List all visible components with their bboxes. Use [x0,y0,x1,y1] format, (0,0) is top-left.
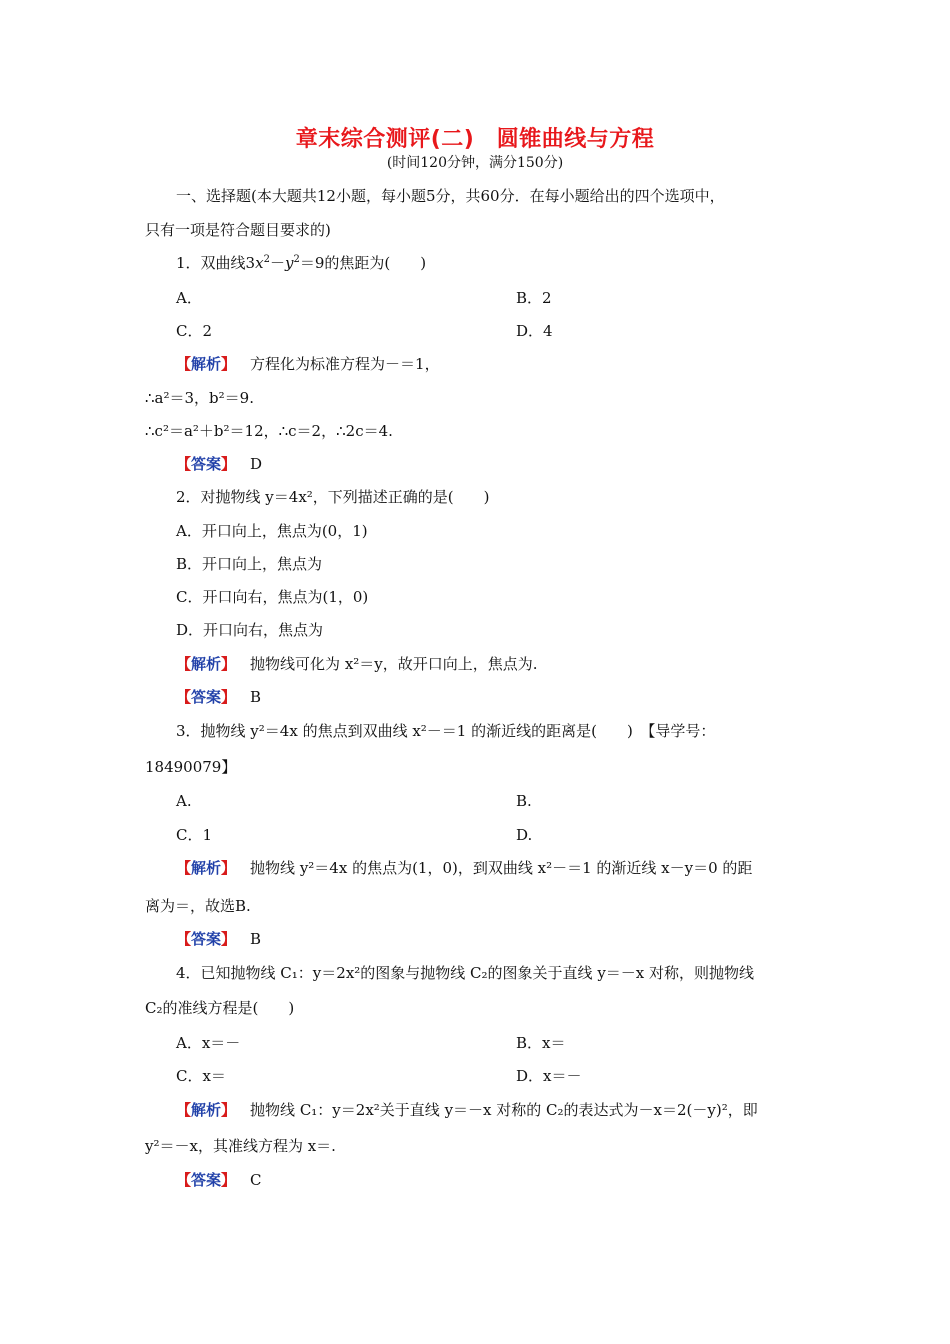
q2-stem: 2．对抛物线 y＝4x²，下列描述正确的是( ) [176,488,490,506]
section-intro-line-2: 只有一项是符合题目要求的) [145,221,331,239]
analysis-tag: 【解析】 [176,355,237,373]
analysis-tag: 【解析】 [176,655,237,673]
q3-answer: 【答案】 B [176,930,262,948]
analysis-tag: 【解析】 [176,859,237,877]
q1-stem: 1．双曲线$3x^2-y^2=9$的焦距为( ) [176,254,427,272]
q4-answer: 【答案】 C [176,1171,262,1189]
q3-stem-line-1: 3．抛物线 y²＝4x 的焦点到双曲线 x²－＝1 的渐近线的距离是( ) 【导学号： [176,722,716,740]
q3-option-d: D. [516,826,533,844]
answer-tag: 【答案】 [176,930,237,948]
q2-option-c: C．开口向右，焦点为(1，0) [176,588,369,606]
answer-tag: 【答案】 [176,455,237,473]
q2-answer: 【答案】 B [176,688,262,706]
page-subtitle: (时间120分钟，满分150分) [386,155,564,171]
section-intro-line-1: 一、选择题(本大题共12小题，每小题5分，共60分．在每小题给出的四个选项中， [176,187,725,205]
q3-analysis-line-2: 离为＝，故选B. [145,897,251,915]
q4-analysis-line-2: y²＝－x，其准线方程为 x＝. [145,1137,336,1155]
page-title: 章末综合测评(二) 圆锥曲线与方程 [295,127,655,152]
q2-analysis: 【解析】 抛物线可化为 x²＝y，故开口向上，焦点为. [176,655,538,673]
q1-analysis: 【解析】 方程化为标准方程为－＝1， [176,355,440,373]
q3-option-a: A. [176,792,192,810]
q3-stem-line-2: 18490079】 [145,758,237,776]
q1-option-b: B．2 [516,289,552,307]
q3-option-c: C．1 [176,826,213,844]
q4-option-a: A．x＝－ [176,1034,241,1052]
q1-option-c: C．2 [176,322,213,340]
q3-option-b: B. [516,792,532,810]
q4-option-d: D．x＝－ [516,1067,582,1085]
q1-step-1: ∴a²＝3，b²＝9. [145,389,254,407]
q4-option-c: C．x＝ [176,1067,226,1085]
q4-stem-line-1: 4．已知抛物线 C₁：y＝2x²的图象与抛物线 C₂的图象关于直线 y＝－x 对称，则抛物线 [176,964,755,982]
q1-answer: 【答案】 D [176,455,263,473]
q3-analysis-line-1: 【解析】 抛物线 y²＝4x 的焦点为(1，0)，到双曲线 x²－＝1 的渐近线 x－y＝0 的距 [176,859,753,877]
q4-analysis-line-1: 【解析】 抛物线 C₁：y＝2x²关于直线 y＝－x 对称的 C₂的表达式为－x＝2(－y)²，即 [176,1101,758,1119]
q1-option-d: D．4 [516,322,553,340]
q1-step-2: ∴c²＝a²＋b²＝12，∴c＝2，∴2c＝4. [145,422,393,440]
q1-option-a: A． [176,289,202,307]
q2-option-b: B．开口向上，焦点为 [176,555,323,573]
q2-option-d: D．开口向右，焦点为 [176,621,324,639]
q4-stem-line-2: C₂的准线方程是( ) [145,999,295,1017]
q2-option-a: A．开口向上，焦点为(0，1) [176,522,368,540]
answer-tag: 【答案】 [176,688,237,706]
analysis-tag: 【解析】 [176,1101,237,1119]
q4-option-b: B．x＝ [516,1034,566,1052]
answer-tag: 【答案】 [176,1171,237,1189]
